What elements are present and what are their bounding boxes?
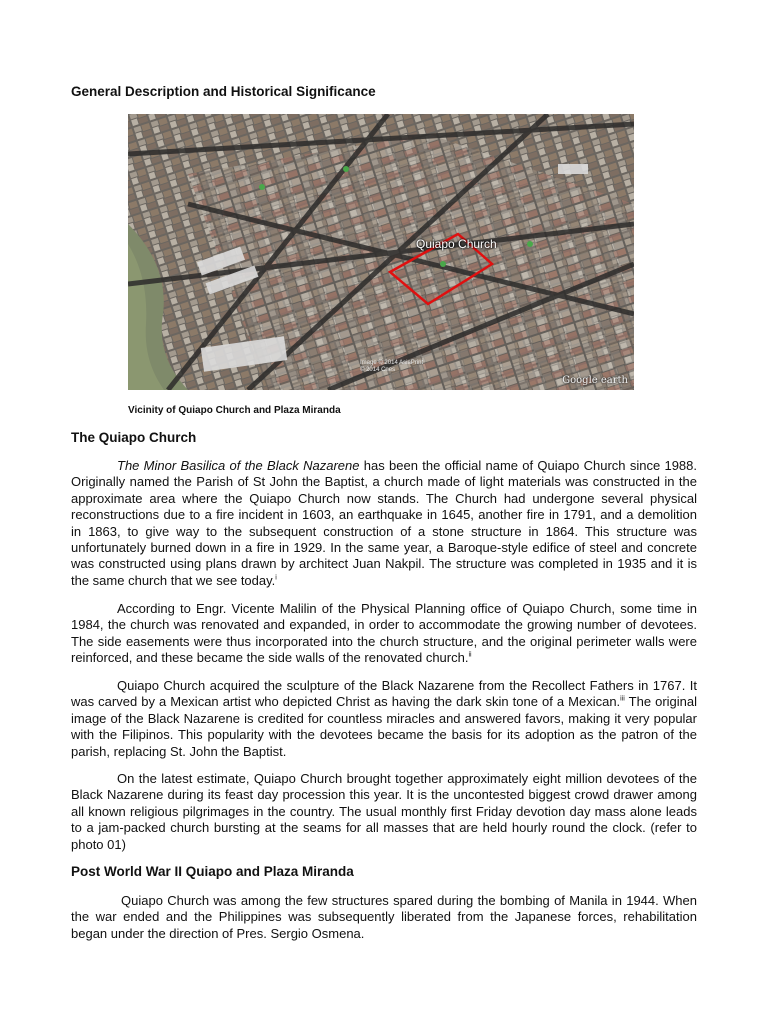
section-heading-general: General Description and Historical Significance	[71, 84, 376, 99]
google-earth-watermark: Google earth	[562, 375, 628, 386]
endnote-marker: iii	[620, 696, 625, 704]
image-copyright	[360, 360, 423, 374]
map-label: Quiapo Church	[416, 237, 497, 251]
copyright-line-1: Image © 2014 AsiaPrint	[360, 360, 424, 366]
section-heading-post-war: Post World War II Quiapo and Plaza Miranda	[71, 864, 354, 879]
paragraph-church-history: The Minor Basilica of the Black Nazarene has been the official name of Quiapo Church since 1988. Originally named the Parish of St John the Baptist, a church made of light materials was constructed in the approximate area where the Quiapo Church now stands. The Church had undergone several physical reconstructions due to a fire incident in 1603, an earthquake in 1645, another fire in 1791, and a demolition in 1863, to give way to the subsequent construction of a stone structure in 1864. This structure was unfortunately burned down in a fire in 1929. In the same year, a Baroque-style edifice of steel and concrete was constructed using plans drawn by architect Juan Nakpil. The structure was completed in 1935 and it is the same church that we see today.$^i$	[71, 458, 697, 588]
endnote-marker: i	[275, 574, 277, 582]
paragraph-black-nazarene: Quiapo Church acquired the sculpture of the Black Nazarene from the Recollect Fathers in 1767. It was carved by a Mexican artist who depicted Christ as having the dark skin tone of a Mexican.$^{iii}$ The original image of the Black Nazarene is credited for countless miracles and answered favors, making it very popular with the Filipinos. This popularity with the devotees became the basis for its adoption as the patron of the parish, replacing St. John the Baptist.	[71, 678, 697, 759]
endnote-marker: ii	[468, 651, 472, 659]
aerial-map-image	[128, 114, 634, 390]
paragraph-renovation: According to Engr. Vicente Malilin of the Physical Planning office of Quiapo Church, some time in 1984, the church was renovated and expanded, in order to accommodate the growing number of devotees. The side easements were thus incorporated into the church structure, and the original perimeter walls were reinforced, and these became the side walls of the renovated church.$^{ii}$	[71, 601, 697, 666]
section-heading-quiapo-church: The Quiapo Church	[71, 430, 197, 445]
figure-caption: Vicinity of Quiapo Church and Plaza Miranda	[128, 405, 341, 416]
aerial-map-graphic	[128, 114, 634, 390]
basilica-name: The Minor Basilica of the Black Nazarene	[117, 458, 360, 473]
copyright-line-2: © 2014 Cnes	[360, 367, 396, 373]
paragraph-devotees: On the latest estimate, Quiapo Church brought together approximately eight million devotees of the Black Nazarene during its feast day procession this year. It is the uncontested biggest crowd drawer among all known religious pilgrimages in the country. The usual monthly first Friday devotion day mass alone leads to a jam-packed church bursting at the seams for all masses that are held hourly round the clock. (refer to photo 01)	[71, 771, 697, 852]
paragraph-post-war: Quiapo Church was among the few structures spared during the bombing of Manila in 1944. When the war ended and the Philippines was subsequently liberated from the Japanese forces, rehabilitation began under the direction of Pres. Sergio Osmena.	[71, 893, 697, 941]
